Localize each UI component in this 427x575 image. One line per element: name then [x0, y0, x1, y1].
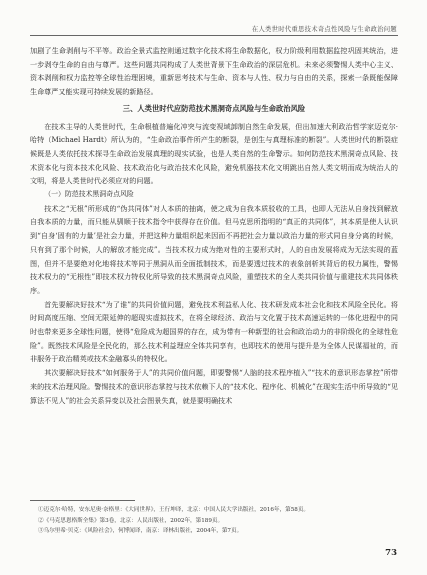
- running-header: 在人类世时代重思技术奇点性风险与生命政治问题: [251, 26, 397, 33]
- paragraph-4: 首先要解决好技术“为了谁”的共同价值问题，避免技术利益私人化、技术研发成本社会化和技术风险全民化。将时间高度压缩、空间无限延伸的超现实虚拟技术，在将全球经济、政治与文化置于技术高速运转的一体化进程中的同时也带来更多全球性问题，使得“危险成为超国界的存在，成为带有一种新型的社会和政治动力的非阶级化的全球性危险”。既然技术风险是全民化的，那么技术利益理应全体共同享有，也即技术的使用与提升是为全体人民谋福祉的，而非服务于政治精英或技术金融寡头的特权化。: [30, 299, 398, 364]
- footnote-1: ①迈克尔·哈特，安东尼奥·奈格里：《大同世界》，王行坤译，北京：中国人民大学出版社，2016年，第58页。: [38, 507, 310, 513]
- footnote-rule: [30, 500, 135, 501]
- body-text: [30, 44, 398, 407]
- paragraph-5: 其次要解决好技术“如何服务于人”的共同价值问题，即要警惕“人脑的技术程序植入”“技术的意识形态掌控”所带来的技术治理风险。警惕技术的意识形态掌控与技术依赖下人的“技术化、程序化、机械化”在现实生活中所导致的“见算法不见人”的社会关系异变以及社会图景失真，就是要明确技术: [30, 368, 398, 405]
- section-title: 三、人类世时代应防范技术黑洞奇点风险与生命政治风险: [122, 104, 306, 114]
- sub-section-title: （一）防范技术黑洞奇点风险: [44, 190, 134, 199]
- footnotes: [30, 505, 398, 537]
- paragraph-2: 在技术主导的人类世时代，生命根植普遍化冲突与流变视域卸制自然生命发展，但出加速大利政治哲学家迈克尔·哈特（Michael Hardt）所认为的，“生命政治事件所产生的断裂，是创生与真理标准的断裂”。人类世时代的断裂症候既是人类依托技术探寻生命政治发展真理的现实试验，也是人类自然的生命警示。如何防范技术黑洞奇点风险、技术资本化与资本技术化风险、技术政治化与政治技术化风险，避免机器技术化文明跳出自然人类文明而成为统治人的文明，将是人类世时代必须应对的问题。: [30, 121, 398, 186]
- footnote-3: ③乌尔里希·贝克：《风险社会》，何博闻译，南京：译林出版社，2004年，第7页。: [38, 528, 243, 534]
- footnote-2: ②《马克思恩格斯全集》第3卷，北京：人民出版社，2002年，第189页。: [38, 517, 224, 524]
- header-rule: [30, 35, 398, 36]
- paragraph-3: 技术之“无根”所形成的“伪共同体”对人本质的抽离，使之成为自我本质驳收的工具，也即人无法从自身找到解放自我本质的力量，而只能从驯顺于技术指令中获得存在价值。但马克思所指明的“真正的共同体”，其本质是使人认识到“自身‘固有的力量’是社会力量，并把这种力量组织起来因而不再把社会力量以政治力量的形式同自身分离的时候，只有到了那个时候，人的解放才能完成”。当技术权力成为绝对性的主要形式时，人的自由发展将成为无法实现的蓝图，但并不是要绝对化地将技术等同于黑洞从而全面抵制技术，而是要透过技术的表象剖析其背后的权力属性，警惕技术权力的“无根性”即技术权力特权化所导致的技术黑洞奇点风险，重塑技术的全人类共同价值与重建技术共同体秩序。: [30, 203, 398, 295]
- page-number: 73: [385, 548, 397, 558]
- paragraph-1: 加剧了生命剥削与不平等。政治全景式监控则通过数字化技术将生命数据化，权力阶级利用数据监控巩固其统治，进一步剥夺生命的自由与尊严。这些问题共同构成了人类世背景下生命政治的深层危机。未来必须警惕人类中心主义、资本剥削和权力监控等全球性治理困境，重新思考技术与生命、资本与人性、权力与自由的关系，探索一条既能保障生命尊严又能实现可持续发展的新路径。: [30, 46, 398, 97]
